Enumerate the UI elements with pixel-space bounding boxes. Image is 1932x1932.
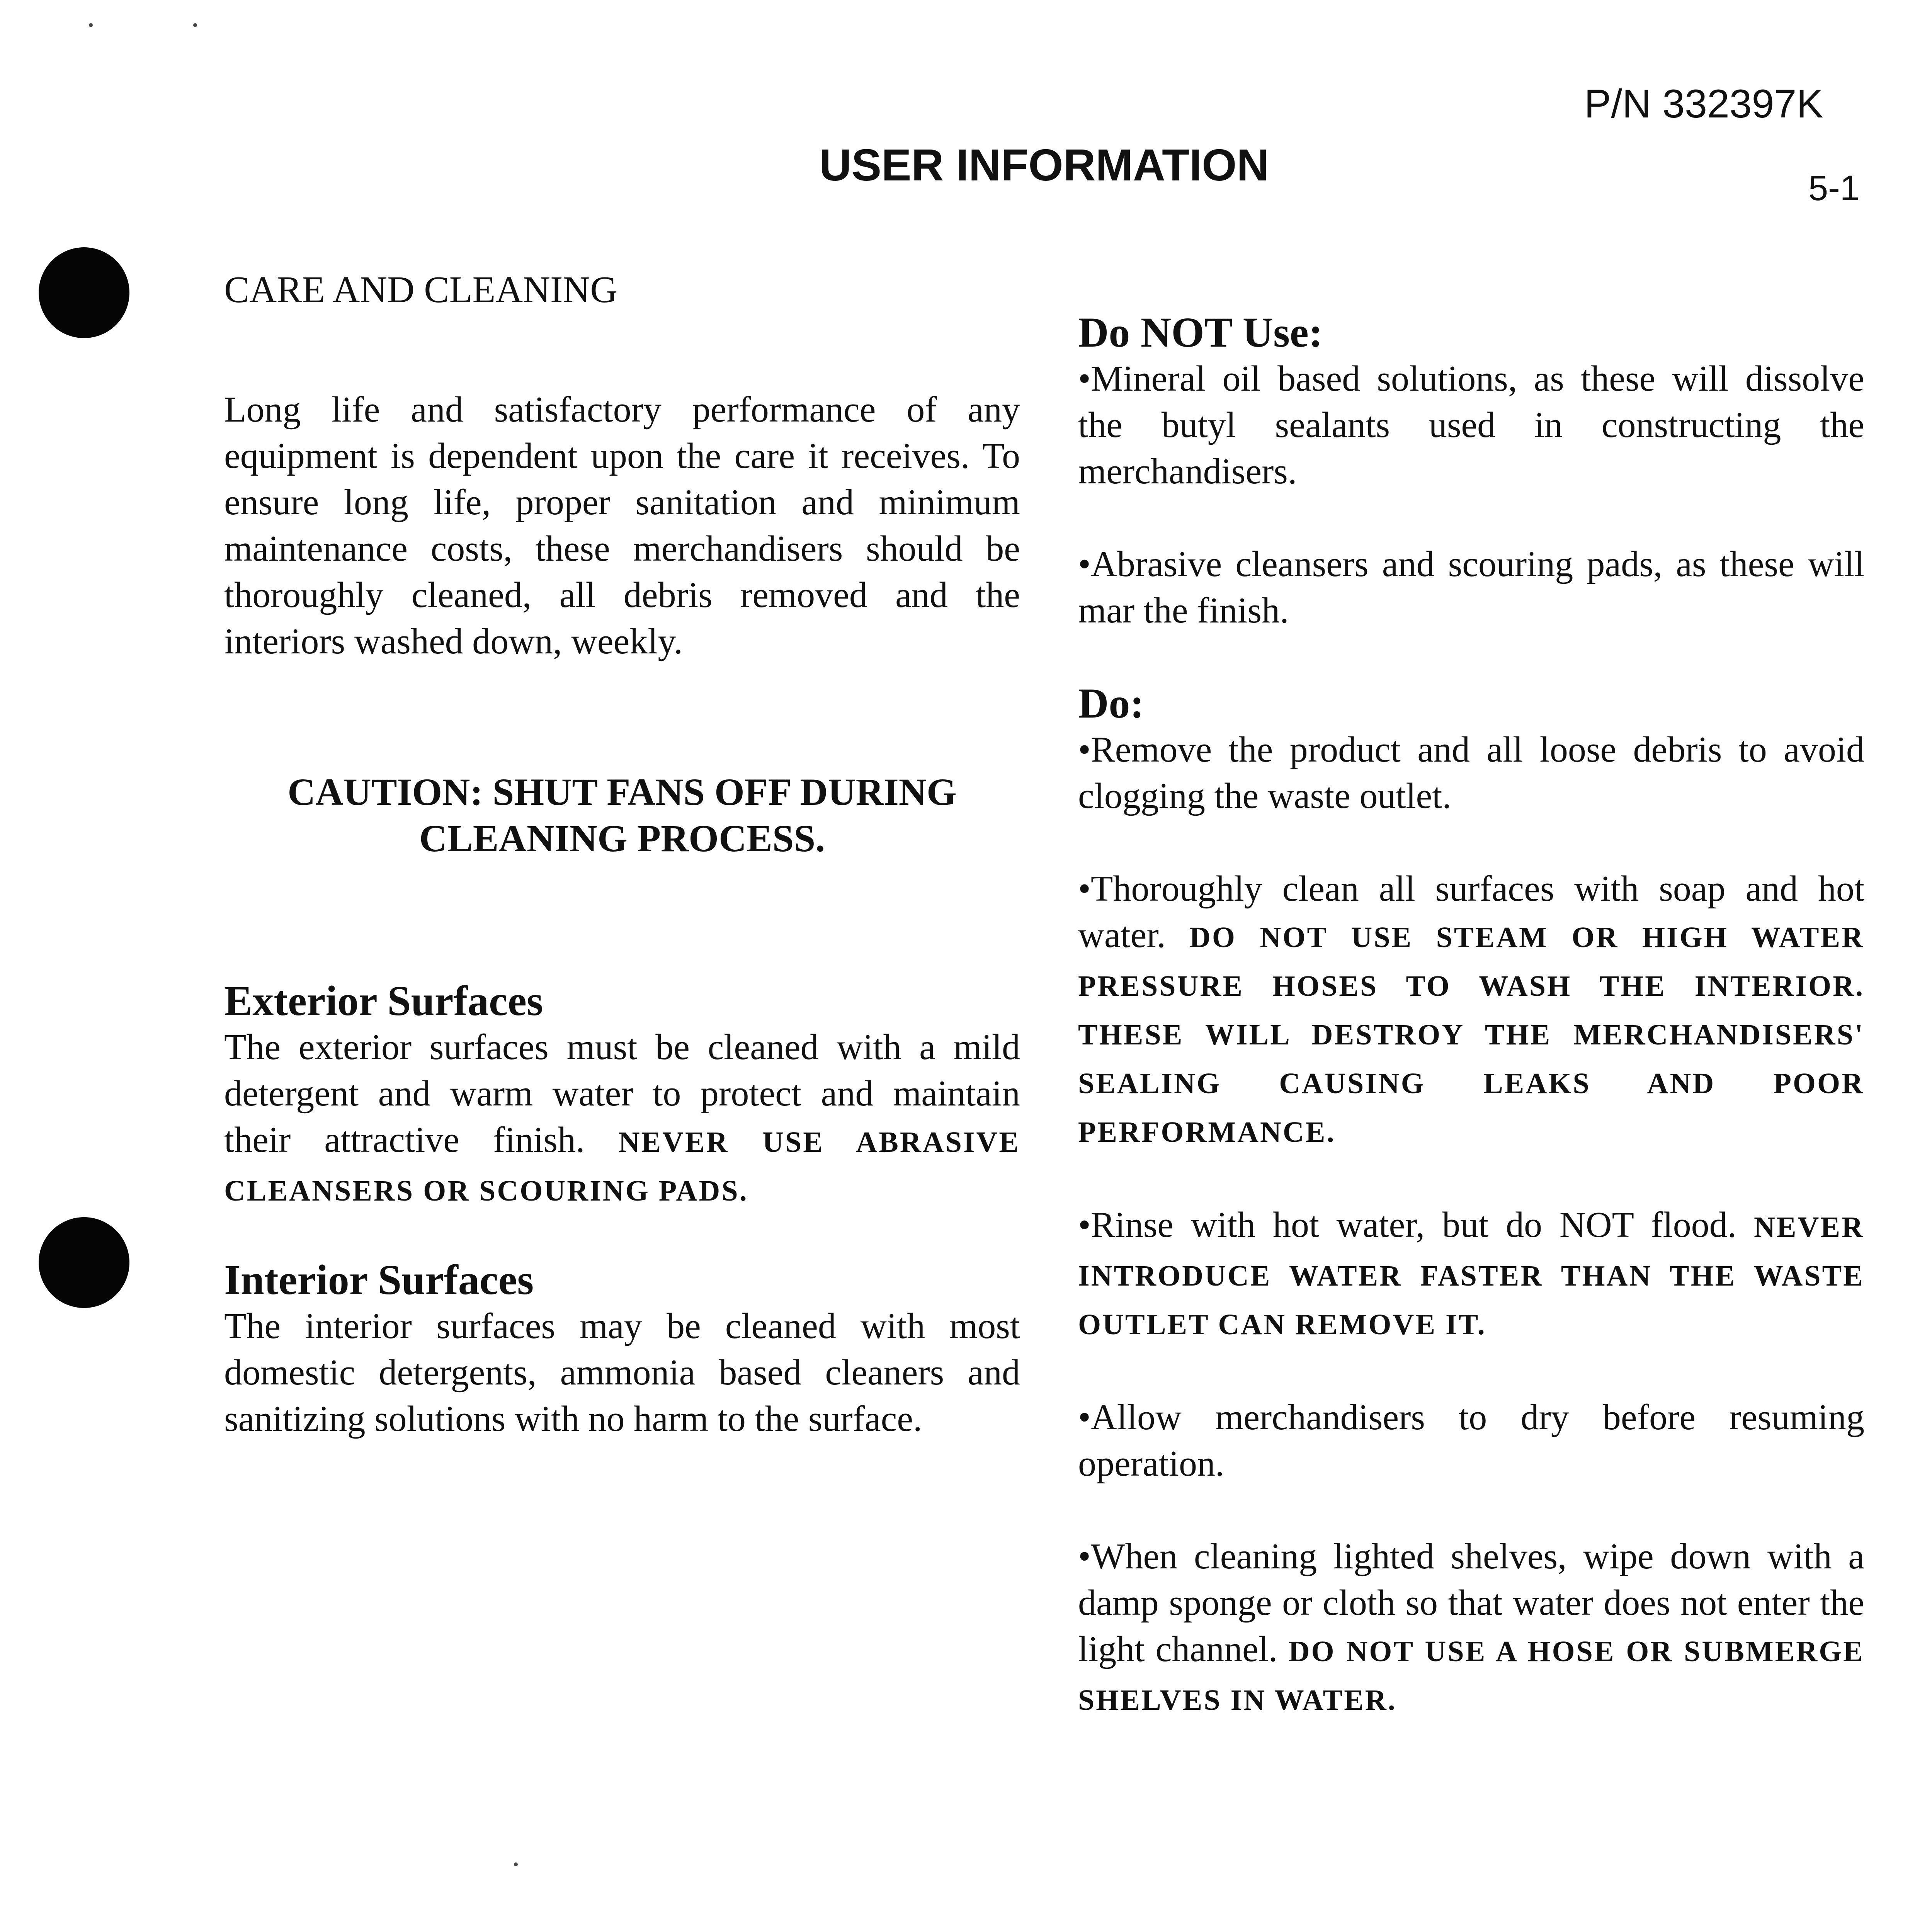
do-item <box>1078 1202 1864 1348</box>
do-not-item: •Abrasive cleansers and scouring pads, as these will mar the finish. <box>1078 544 1864 631</box>
do-item-warning: DO NOT USE A HOSE OR SUBMERGE SHELVES IN WATER. <box>1078 1635 1864 1716</box>
exterior-warning: NEVER USE ABRASIVE CLEANSERS OR SCOURING PADS. <box>224 1126 1020 1207</box>
do-item-warning: DO NOT USE STEAM OR HIGH WATER PRESSURE HOSES TO WASH THE INTERIOR. THESE WILL DESTROY THE MERCHANDISERS' SEALING CAUSING LEAKS AND POOR PERFORMANCE. <box>1078 921 1864 1148</box>
exterior-text <box>224 1024 1020 1214</box>
do-item-text: •Remove the product and all loose debris to avoid clogging the waste outlet. <box>1078 730 1864 816</box>
do-item-text: •Rinse with hot water, but do NOT flood. <box>1078 1205 1737 1245</box>
do-item-text: •When cleaning lighted shelves, wipe down with a damp sponge or cloth so that water does not enter the light channel. <box>1078 1536 1864 1669</box>
do-item <box>1078 726 1864 819</box>
punch-hole-top <box>39 247 129 338</box>
care-and-cleaning-heading: CARE AND CLEANING <box>224 269 618 311</box>
caution-notice: CAUTION: SHUT FANS OFF DURING CLEANING PROCESS. <box>287 770 957 860</box>
do-heading: Do: <box>1078 680 1145 727</box>
interior-section <box>224 1257 1020 1442</box>
scan-speck <box>514 1862 518 1866</box>
do-item-text: •Thoroughly clean all surfaces with soap and hot water. <box>1078 869 1864 955</box>
do-not-use-heading: Do NOT Use: <box>1078 309 1323 356</box>
intro-paragraph: Long life and satisfactory performance of any equipment is dependent upon the care it receives. To ensure long life, proper sanitation and minimum maintenance costs, these merchandisers should be thoroughly cleaned, all debris removed and the interiors washed down, weekly. <box>224 389 1020 662</box>
exterior-heading: Exterior Surfaces <box>224 977 543 1024</box>
exterior-section <box>224 978 1020 1214</box>
part-number: P/N 332397K <box>1584 82 1823 126</box>
interior-heading: Interior Surfaces <box>224 1256 534 1303</box>
punch-hole-middle <box>39 1217 129 1308</box>
do-not-item: •Mineral oil based solutions, as these will dissolve the butyl sealants used in constructing the merchandisers. <box>1078 359 1864 492</box>
do-item <box>1078 866 1864 1155</box>
right-column <box>1078 309 1864 1723</box>
do-item <box>1078 1394 1864 1487</box>
exterior-body: The exterior surfaces must be cleaned with a mild detergent and warm water to protect and maintain their attractive finish. <box>224 1027 1020 1160</box>
scan-speck <box>193 23 197 27</box>
page-number: 5-1 <box>1808 168 1860 208</box>
do-item <box>1078 1533 1864 1723</box>
interior-text: The interior surfaces may be cleaned with most domestic detergents, ammonia based cleaners and sanitizing solutions with no harm to the surface. <box>224 1306 1020 1439</box>
do-item-text: •Allow merchandisers to dry before resuming operation. <box>1078 1397 1864 1484</box>
left-column <box>224 267 1020 1442</box>
do-item-warning: NEVER INTRODUCE WATER FASTER THAN THE WASTE OUTLET CAN REMOVE IT. <box>1078 1211 1865 1341</box>
page-title: USER INFORMATION <box>819 140 1269 190</box>
scan-speck <box>89 23 93 27</box>
